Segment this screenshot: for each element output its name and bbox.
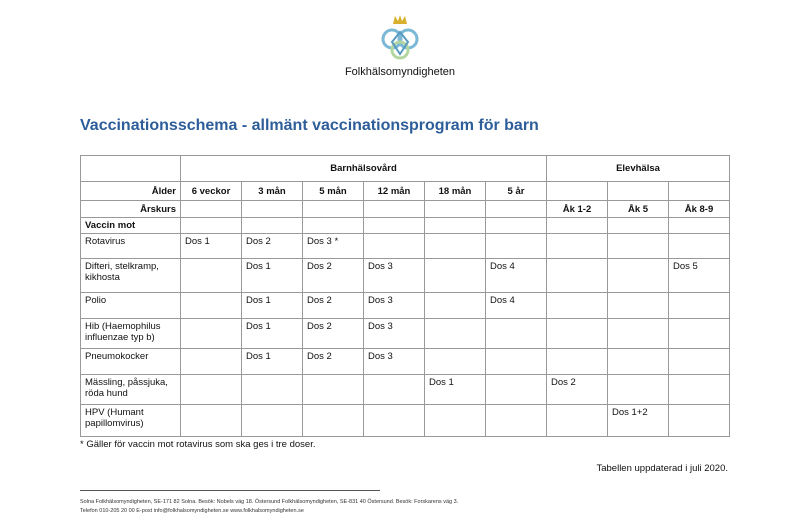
dose-cell: [669, 319, 730, 349]
dose-cell: [303, 405, 364, 437]
dose-cell: Dos 1: [242, 349, 303, 375]
dose-cell: [608, 293, 669, 319]
dose-cell: Dos 1: [242, 259, 303, 293]
table-row: [81, 234, 730, 259]
dose-cell: Dos 2: [242, 234, 303, 259]
age-header: 3 mån: [242, 182, 303, 201]
table-row: [81, 293, 730, 319]
footnote: * Gäller för vaccin mot rotavirus som ska ges i tre doser.: [80, 439, 316, 450]
dose-cell: [669, 293, 730, 319]
dose-cell: [547, 293, 608, 319]
dose-cell: Dos 1: [181, 234, 242, 259]
dose-cell: [669, 375, 730, 405]
dose-cell: Dos 3 *: [303, 234, 364, 259]
dose-cell: Dos 2: [303, 349, 364, 375]
dose-cell: [486, 234, 547, 259]
age-header: 12 mån: [364, 182, 425, 201]
dose-cell: Dos 2: [303, 319, 364, 349]
vaccine-name: HPV (Humant papillomvirus): [81, 405, 181, 437]
age-header: 5 år: [486, 182, 547, 201]
grade-header: Åk 8-9: [669, 201, 730, 218]
dose-cell: Dos 2: [303, 259, 364, 293]
dose-cell: [608, 234, 669, 259]
folkhalsomyndigheten-logo: [375, 12, 425, 62]
dose-cell: [608, 375, 669, 405]
dose-cell: [608, 319, 669, 349]
page-title: Vaccinationsschema - allmänt vaccinationsprogram för barn: [80, 117, 539, 134]
table-row: [81, 319, 730, 349]
dose-cell: [181, 319, 242, 349]
grade-header: Åk 5: [608, 201, 669, 218]
age-header: 18 mån: [425, 182, 486, 201]
dose-cell: Dos 1+2: [608, 405, 669, 437]
vaccine-name: Rotavirus: [81, 234, 181, 259]
dose-cell: [364, 405, 425, 437]
dose-cell: [364, 375, 425, 405]
dose-cell: [547, 319, 608, 349]
dose-cell: [669, 234, 730, 259]
dose-cell: [669, 405, 730, 437]
dose-cell: Dos 3: [364, 293, 425, 319]
dose-cell: [547, 234, 608, 259]
dose-cell: [425, 349, 486, 375]
dose-cell: Dos 3: [364, 259, 425, 293]
dose-cell: Dos 1: [242, 293, 303, 319]
footer-divider: [80, 490, 380, 491]
dose-cell: [181, 259, 242, 293]
vaccine-name: Polio: [81, 293, 181, 319]
group-header: Barnhälsovård: [181, 156, 547, 182]
dose-cell: Dos 1: [242, 319, 303, 349]
grade-header: Åk 1-2: [547, 201, 608, 218]
dose-cell: [547, 405, 608, 437]
dose-cell: [242, 375, 303, 405]
dose-cell: [486, 375, 547, 405]
table-row: [81, 405, 730, 437]
dose-cell: [425, 234, 486, 259]
dose-cell: [425, 319, 486, 349]
dose-cell: Dos 3: [364, 319, 425, 349]
vaccine-name: Hib (Haemophilus influenzae typ b): [81, 319, 181, 349]
dose-cell: [425, 293, 486, 319]
dose-cell: Dos 4: [486, 259, 547, 293]
footer-contact: Telefon 010-205 20 00 E-post info@folkhalsomyndigheten.se www.folkhalsomyndigheten.se: [80, 508, 304, 514]
dose-cell: [425, 259, 486, 293]
dose-cell: [547, 259, 608, 293]
dose-cell: [181, 375, 242, 405]
vaccine-name: Difteri, stelkramp, kikhosta: [81, 259, 181, 293]
dose-cell: [181, 349, 242, 375]
dose-cell: [608, 349, 669, 375]
age-header: 6 veckor: [181, 182, 242, 201]
footer-addresses: Solna Folkhälsomyndigheten, SE-171 82 Solna. Besök: Nobels väg 18. Östersund Folkhälsomyndigheten, SE-831 40 Östersund. Besök: Forskarens väg 3.: [80, 499, 459, 505]
dose-cell: Dos 3: [364, 349, 425, 375]
dose-cell: [547, 349, 608, 375]
dose-cell: [486, 349, 547, 375]
dose-cell: [303, 375, 364, 405]
vaccination-schedule-table: [80, 155, 730, 437]
dose-cell: [425, 405, 486, 437]
group-header: Elevhälsa: [547, 156, 730, 182]
age-label: Ålder: [81, 182, 181, 201]
dose-cell: [364, 234, 425, 259]
dose-cell: [181, 405, 242, 437]
empty-cell: [81, 156, 181, 182]
table-row: [81, 259, 730, 293]
organization-name: Folkhälsomyndigheten: [344, 66, 456, 78]
dose-cell: [608, 259, 669, 293]
dose-cell: [181, 293, 242, 319]
updated-note: Tabellen uppdaterad i juli 2020.: [596, 463, 728, 474]
dose-cell: [486, 405, 547, 437]
grade-label: Årskurs: [81, 201, 181, 218]
vaccine-name: Mässling, påssjuka, röda hund: [81, 375, 181, 405]
vaccine-name: Pneumokocker: [81, 349, 181, 375]
vaccine-label: Vaccin mot: [81, 218, 181, 234]
dose-cell: [669, 349, 730, 375]
dose-cell: [242, 405, 303, 437]
age-header: 5 mån: [303, 182, 364, 201]
table-row: [81, 375, 730, 405]
dose-cell: Dos 2: [303, 293, 364, 319]
footer: [80, 498, 458, 516]
dose-cell: Dos 4: [486, 293, 547, 319]
dose-cell: [486, 319, 547, 349]
dose-cell: Dos 1: [425, 375, 486, 405]
table-row: [81, 349, 730, 375]
dose-cell: Dos 5: [669, 259, 730, 293]
dose-cell: Dos 2: [547, 375, 608, 405]
